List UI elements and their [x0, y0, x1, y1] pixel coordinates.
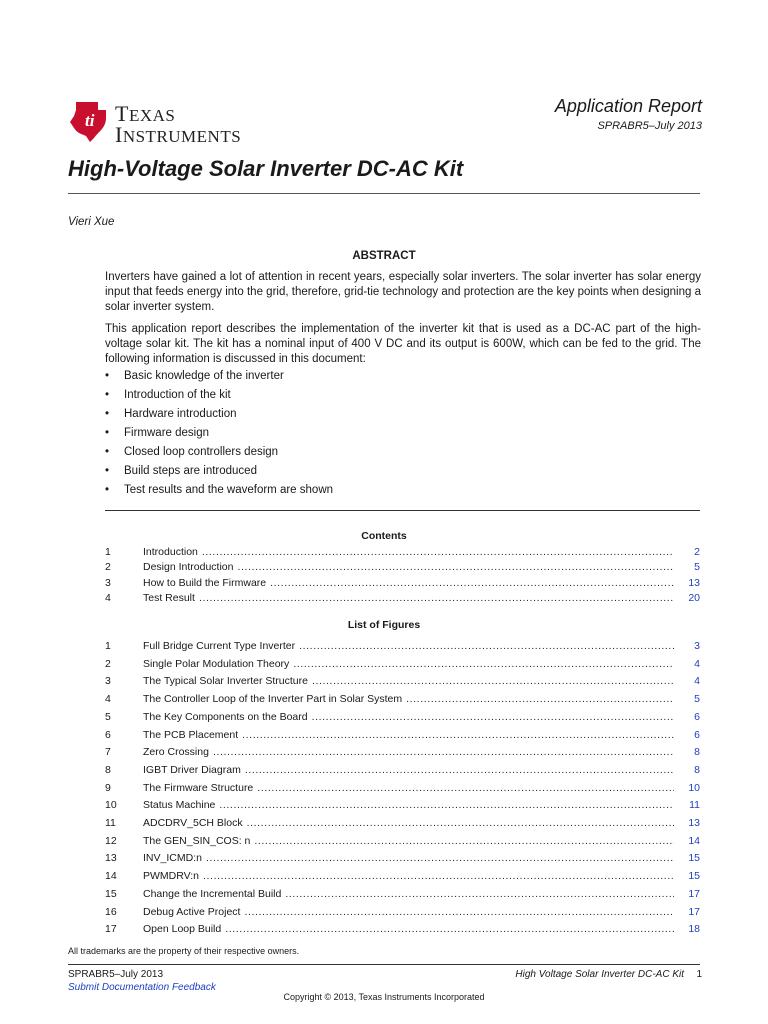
figure-number: 3: [105, 675, 111, 688]
figure-entry[interactable]: [105, 887, 700, 901]
topic-item: • Test results and the waveform are shown: [105, 484, 333, 503]
figure-page-link[interactable]: 13: [688, 817, 700, 829]
figure-entry[interactable]: [105, 728, 700, 742]
topic-item: • Closed loop controllers design: [105, 446, 333, 465]
dot-leader: [199, 591, 674, 605]
contents-page-link[interactable]: 5: [694, 561, 700, 574]
logo-wordmark-line2: INSTRUMENTS: [115, 122, 242, 147]
figures-heading: List of Figures: [347, 619, 421, 631]
contents-number: 3: [105, 576, 111, 589]
dot-leader: [242, 728, 674, 742]
figure-number: 5: [105, 710, 111, 723]
abstract-paragraph-2: This application report describes the implementation of the inverter kit that is used as a DC-AC part of the high-voltage solar kit. The kit has a nominal input of 400 V DC and its output is 600W, which can be fed to the grid. The following information is discussed in this document:: [105, 323, 701, 365]
copyright-notice: Copyright © 2013, Texas Instruments Incorporated: [283, 992, 485, 1002]
figure-page-link[interactable]: 17: [688, 905, 700, 918]
figure-entry[interactable]: [105, 692, 700, 706]
trademarks-note: All trademarks are the property of their respective owners.: [68, 946, 300, 956]
footer-doc-id: SPRABR5–July 2013: [68, 969, 164, 980]
figure-page-link[interactable]: 14: [688, 834, 700, 847]
figure-entry[interactable]: [105, 905, 700, 919]
figure-number: 6: [105, 728, 111, 741]
figure-number: 2: [105, 657, 111, 670]
figure-number: 15: [105, 887, 117, 900]
contents-number: 1: [105, 546, 111, 558]
topic-item: • Firmware design: [105, 427, 333, 446]
report-type: Application Report: [554, 96, 702, 116]
figure-entry[interactable]: [105, 834, 700, 848]
figure-page-link[interactable]: 3: [694, 640, 700, 652]
figure-entry[interactable]: [105, 851, 700, 865]
footer-divider: [68, 964, 700, 965]
figure-title: Open Loop Build: [143, 923, 222, 936]
contents-title: How to Build the Firmware: [143, 576, 267, 589]
figure-number: 10: [105, 799, 117, 812]
ti-logo-icon: [68, 98, 112, 142]
figure-page-link[interactable]: 5: [694, 693, 700, 706]
contents-title: Design Introduction: [143, 561, 234, 574]
figure-title: The Typical Solar Inverter Structure: [143, 675, 308, 688]
contents-title: Introduction: [143, 546, 198, 558]
dot-leader: [312, 710, 674, 724]
figure-entry[interactable]: [105, 639, 700, 653]
figure-number: 9: [105, 781, 111, 794]
figure-title: The Key Components on the Board: [143, 710, 308, 723]
figure-number: 16: [105, 905, 117, 918]
figure-entry[interactable]: [105, 816, 700, 830]
contents-entry[interactable]: [105, 591, 700, 605]
title-divider: [68, 193, 700, 194]
section-divider: [105, 510, 700, 511]
dot-leader: [247, 816, 674, 830]
figures-list: [105, 639, 700, 939]
dot-leader: [225, 922, 674, 936]
dot-leader: [293, 657, 674, 671]
figure-number: 14: [105, 870, 117, 883]
figure-entry[interactable]: [105, 922, 700, 936]
contents-page-link[interactable]: 2: [694, 546, 700, 558]
dot-leader: [257, 781, 674, 795]
logo-wordmark-line1: TEXAS: [115, 101, 176, 126]
figure-number: 7: [105, 746, 111, 759]
figure-title: The Firmware Structure: [143, 781, 254, 794]
figure-title: PWMDRV:n: [143, 870, 200, 883]
dot-leader: [299, 639, 674, 653]
figure-entry[interactable]: [105, 745, 700, 759]
figure-page-link[interactable]: 8: [694, 746, 700, 759]
dot-leader: [312, 674, 674, 688]
submit-feedback-link[interactable]: Submit Documentation Feedback: [68, 982, 216, 993]
topic-item: • Build steps are introduced: [105, 465, 333, 484]
topic-item: • Introduction of the kit: [105, 389, 333, 408]
abstract-paragraph-1: Inverters have gained a lot of attention in recent years, especially solar inverters. The solar inverter has solar energy input that feeds energy into the grid, therefore, grid-tie technology and protection are the key points when designing a solar inverter system.: [105, 271, 701, 313]
figure-page-link[interactable]: 6: [694, 710, 700, 723]
figure-entry[interactable]: [105, 710, 700, 724]
figure-title: Change the Incremental Build: [143, 887, 282, 900]
contents-page-link[interactable]: 20: [688, 591, 700, 604]
ti-logo: [68, 98, 268, 148]
figure-title: Debug Active Project: [143, 905, 241, 918]
svg-text:ti: ti: [85, 111, 95, 130]
figure-entry[interactable]: [105, 869, 700, 883]
figure-title: INV_ICMD:n: [143, 852, 202, 865]
figure-page-link[interactable]: 11: [689, 799, 700, 812]
dot-leader: [237, 560, 674, 574]
figure-page-link[interactable]: 10: [688, 781, 700, 794]
figure-number: 8: [105, 763, 111, 776]
contents-page-link[interactable]: 13: [688, 576, 700, 589]
contents-title: Test Result: [143, 591, 195, 604]
author-name: Vieri Xue: [68, 216, 115, 228]
dot-leader: [213, 745, 674, 759]
figure-number: 11: [105, 817, 116, 829]
figure-title: The GEN_SIN_COS: n: [143, 834, 251, 847]
figure-entry[interactable]: [105, 798, 700, 812]
figure-page-link[interactable]: 4: [694, 675, 700, 688]
figure-title: Status Machine: [143, 799, 216, 812]
contents-number: 4: [105, 591, 111, 604]
contents-number: 2: [105, 561, 111, 574]
figure-entry[interactable]: [105, 763, 700, 777]
figure-number: 17: [105, 923, 117, 936]
figure-title: Zero Crossing: [143, 746, 209, 759]
contents-heading: Contents: [361, 530, 407, 542]
figure-title: Single Polar Modulation Theory: [143, 657, 290, 670]
figure-page-link[interactable]: 15: [688, 852, 700, 865]
figure-title: The Controller Loop of the Inverter Part in Solar System: [143, 693, 403, 706]
dot-leader: [254, 834, 674, 848]
figure-page-link[interactable]: 4: [694, 657, 700, 670]
dot-leader: [245, 763, 674, 777]
dot-leader: [406, 692, 674, 706]
topic-item: • Hardware introduction: [105, 408, 333, 427]
figure-title: IGBT Driver Diagram: [143, 763, 241, 776]
figure-page-link[interactable]: 6: [694, 728, 700, 741]
dot-leader: [244, 905, 674, 919]
figure-number: 1: [105, 640, 111, 652]
figure-page-link[interactable]: 17: [688, 887, 700, 900]
figure-page-link[interactable]: 18: [688, 923, 700, 936]
footer-doc-title: High Voltage Solar Inverter DC-AC Kit: [515, 969, 684, 980]
document-title: High-Voltage Solar Inverter DC-AC Kit: [68, 156, 464, 181]
topics-list: [105, 370, 333, 503]
figure-entry[interactable]: [105, 657, 700, 671]
dot-leader: [270, 576, 674, 590]
figure-entry[interactable]: [105, 674, 700, 688]
contents-entry[interactable]: [105, 560, 700, 574]
figure-number: 4: [105, 693, 111, 706]
abstract-heading: ABSTRACT: [352, 250, 416, 262]
figure-title: The PCB Placement: [143, 728, 239, 741]
figure-entry[interactable]: [105, 781, 700, 795]
report-id: SPRABR5–July 2013: [597, 120, 702, 132]
dot-leader: [202, 545, 674, 559]
figure-number: 12: [105, 834, 117, 847]
topic-item: • Basic knowledge of the inverter: [105, 370, 333, 389]
contents-entry[interactable]: [105, 576, 700, 590]
dot-leader: [285, 887, 674, 901]
figure-page-link[interactable]: 15: [688, 870, 700, 883]
figure-page-link[interactable]: 8: [694, 763, 700, 776]
contents-list: [105, 545, 700, 605]
dot-leader: [203, 869, 674, 883]
contents-entry[interactable]: [105, 545, 700, 559]
figure-title: Full Bridge Current Type Inverter: [143, 640, 296, 652]
figure-number: 13: [105, 852, 117, 865]
dot-leader: [206, 851, 674, 865]
footer-page-number: 1: [696, 969, 702, 980]
figure-title: ADCDRV_5CH Block: [143, 817, 243, 829]
dot-leader: [219, 798, 674, 812]
